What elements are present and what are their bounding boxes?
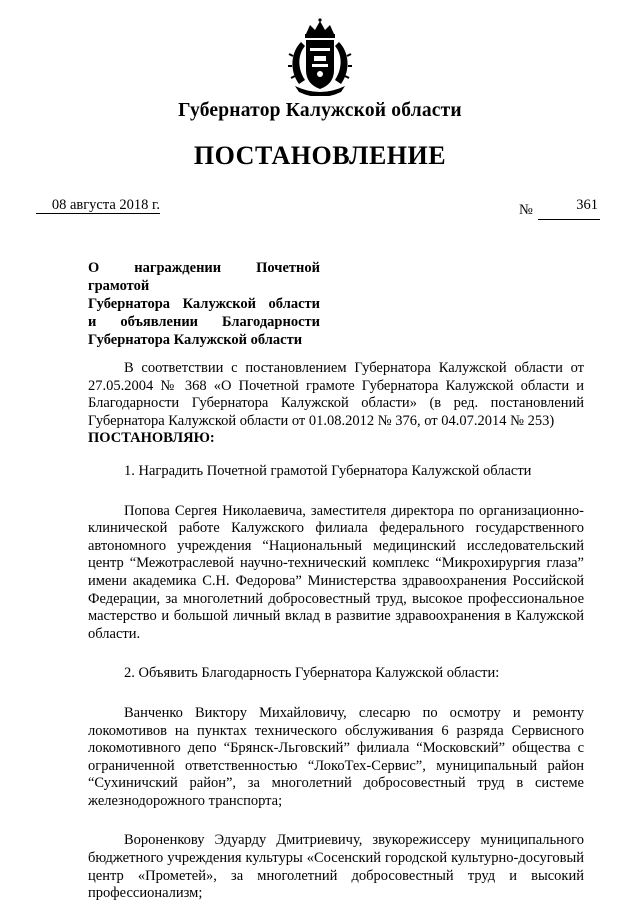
preamble-paragraph: В соответствии с постановлением Губернатора Калужской области от 27.05.2004 № 368 «О Почетной грамоте Губернатора Калужской области и Благодарности Губернатора Калужской области» (в ред. постановлений Губернатора Калужской области от 01.08.2012 № 376, от 04.07.2014 № 253) [88,360,584,429]
item-1-heading: 1. Наградить Почетной грамотой Губернатора Калужской области [124,462,532,479]
date-underline [36,213,160,214]
awardee-paragraph: Попова Сергея Николаевича, заместителя директора по организационно-клинической работе Калужского филиала федерального государственного автономного учреждения “Национальный медицинский исследовательский центр “Межотраслевой научно-технический комплекс “Микрохирургия глаза” имени академика С.Н. Федорова” Министерства здравоохранения Российской Федерации, за многолетний добросовестный труд, высокое профессиональное мастерство и большой личный вклад в развитие здравоохранения в Калужской области. [88,502,584,642]
subject-line: О награждении Почетной грамотой [88,260,320,294]
number-underline [538,219,600,220]
subject-line: Губернатора Калужской области [88,332,303,348]
document-date: 08 августа 2018 г. [51,197,160,213]
item-2-heading: 2. Объявить Благодарность Губернатора Калужской области: [124,665,500,682]
number-label: № [519,202,533,218]
decree-word: ПОСТАНОВЛЯЮ: [88,430,215,447]
document-subject [88,259,320,349]
subject-line: и объявлении Благодарности [88,314,320,330]
thanked-paragraph: Вороненкову Эдуарду Дмитриевичу, звукорежиссеру муниципального бюджетного учреждения культуры «Сосенский городской культурно-досуговый центр «Прометей», за многолетний добросовестный труд и высокий профессионализм; [88,832,584,902]
subject-line: Губернатора Калужской области [88,296,320,312]
thanked-paragraph: Ванченко Виктору Михайловичу, слесарю по осмотру и ремонту локомотивов на пунктах технического обслуживания 6 разряда Сервисного локомотивного депо “Брянск-Льговский” филиала “Московский” общества с ограниченной ответственностью “ЛокоТех-Сервис”, муниципальный район “Сухиничский район”, за многолетний добросовестный труд в системе железнодорожного транспорта; [88,704,584,809]
coat-of-arms-emblem [287,18,353,96]
document-number: 361 [576,197,598,213]
document-body [88,360,584,903]
document-type-title: ПОСТАНОВЛЕНИЕ [193,141,447,170]
issuing-authority: Губернатор Калужской области [178,100,462,121]
